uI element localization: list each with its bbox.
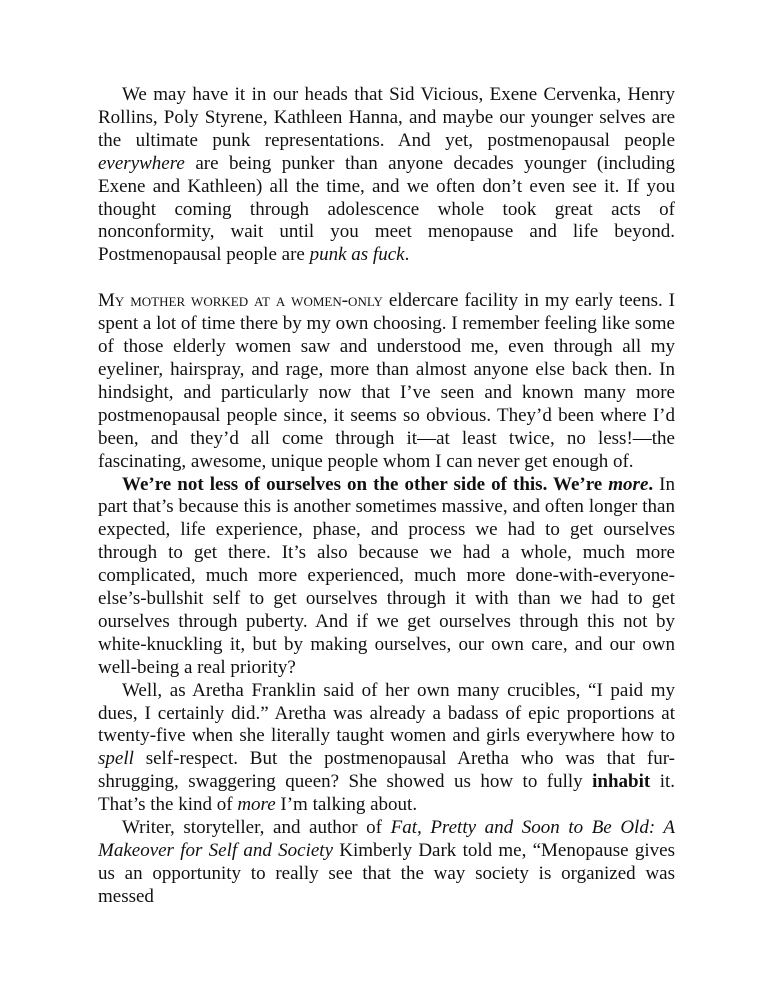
emphasis-more: more xyxy=(237,794,276,816)
text-run: self-respect. But the postmenopausal Aretha who was that fur-shrugging, swaggering queen? She showed us how to fully xyxy=(98,748,675,793)
paragraph-kimberly-dark xyxy=(98,817,675,909)
emphasis-punk-as-fuck: punk as fuck xyxy=(309,244,405,266)
bold-statement: We’re not less of ourselves on the other side of this. We’re xyxy=(122,473,609,495)
text-run: . xyxy=(404,244,410,266)
text-run: eldercare facility in my early teens. I spent a lot of time there by my own choosing. I remember feeling like some of those elderly women saw and understood me, even through all my eyeliner, hairspray, and rage, more than almost anyone else back then. In hindsight, and particularly now that I’ve seen and known many more postmenopausal people since, it seems so obvious. They’d been where I’d been, and they’d all come through it—at least twice, no less!—the fascinating, awesome, unique people whom I can never get enough of. xyxy=(98,290,675,472)
paragraph-punk xyxy=(98,84,675,267)
text-run: are being punker than anyone decades younger (including Exene and Kathleen) all the time, and we often don’t even see it. If you thought coming through adolescence whole took great acts of nonconformity, wait until you meet menopause and life beyond. Postmenopausal people are xyxy=(98,152,675,266)
text-run: Kimberly Dark told me, “Menopause gives us an opportunity to really see that the way society is organized was messed xyxy=(98,840,675,907)
bold-italic-more xyxy=(608,474,648,495)
emphasis-everywhere: everywhere xyxy=(98,152,185,174)
text-run: Well, as Aretha Franklin said of her own many crucibles, “I paid my dues, I certainly did.” Aretha was already a badass of epic proportions at twenty-five when she literally taught women and girls everywhere how to xyxy=(98,679,675,747)
paragraph-eldercare xyxy=(98,290,675,473)
bold-italic-more-text: more xyxy=(608,473,649,495)
paragraph-not-less xyxy=(98,474,675,680)
text-run: it. That’s the kind of xyxy=(98,771,676,816)
text-run: Writer, storyteller, and author of xyxy=(122,817,391,839)
book-page xyxy=(98,84,675,909)
text-run: I’m talking about. xyxy=(275,794,418,816)
paragraph-aretha xyxy=(98,680,675,817)
text-run: In part that’s because this is another sometimes massive, and often longer than expected, life experience, phase, and process we had to get ourselves through to get there. It’s also because we had a whole, much more complicated, much more experienced, much more done-with-everyone-else’s-bullshit self to get ourselves through it with than we had to get ourselves through puberty. And if we get ourselves through this not by white-knuckling it, but by making ourselves, our own care, and our own well-being a real priority? xyxy=(98,473,675,678)
bold-inhabit: inhabit xyxy=(592,771,651,793)
text-run: We may have it in our heads that Sid Vicious, Exene Cervenka, Henry Rollins, Poly Styrene, Kathleen Hanna, and maybe our younger selves are the ultimate punk representations. And yet, postmenopausal people xyxy=(98,84,675,151)
bold-period: . xyxy=(648,473,654,495)
emphasis-spell: spell xyxy=(98,748,134,770)
section-opening-smallcaps: My mother worked at a women-only xyxy=(98,290,383,312)
book-title: Fat, Pretty and Soon to Be Old: A Makeover for Self and Society xyxy=(98,817,676,861)
